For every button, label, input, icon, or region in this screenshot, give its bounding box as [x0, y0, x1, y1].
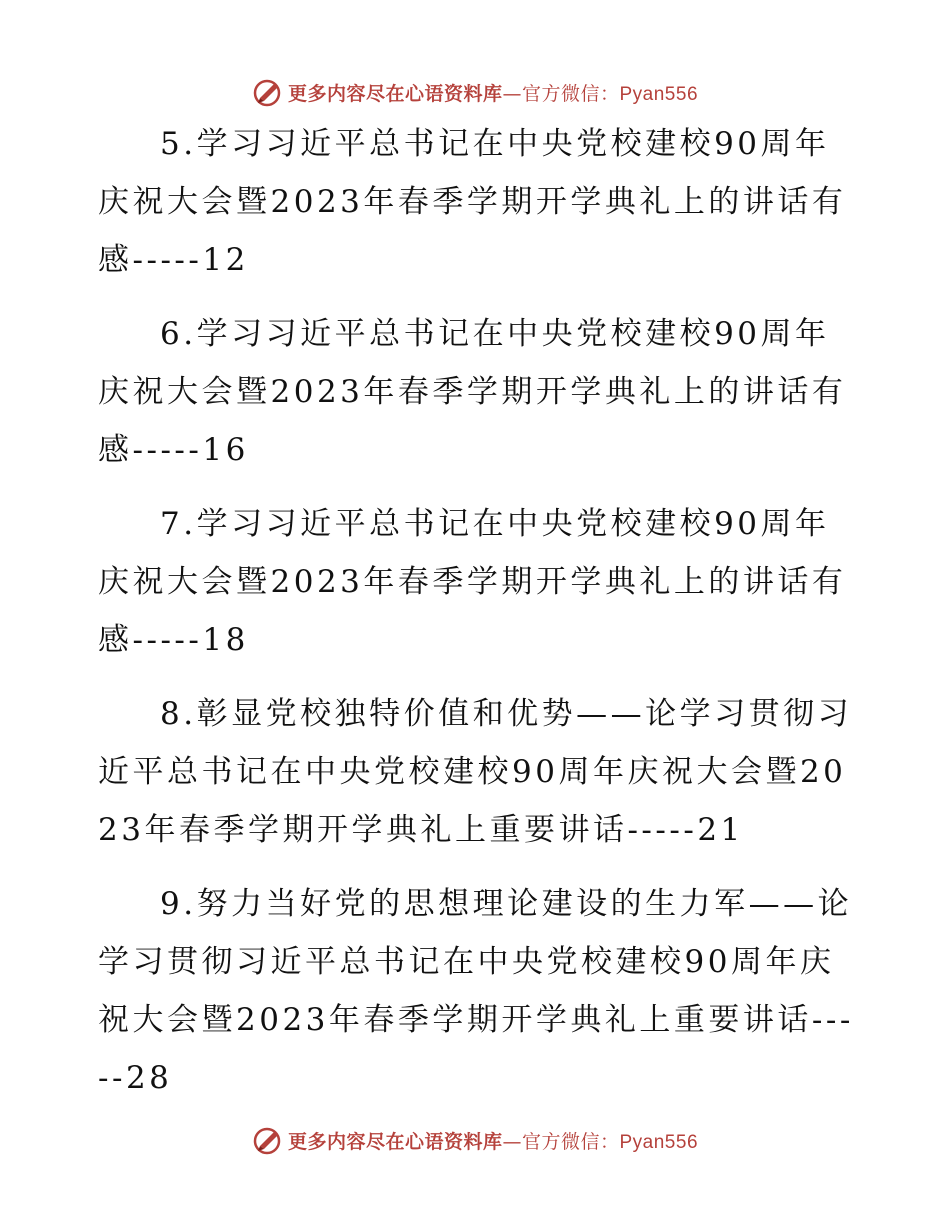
toc-entry-8: 8.彰显党校独特价值和优势——论学习贯彻习近平总书记在中央党校建校90周年庆祝大会暨2023年春季学期开学典礼上重要讲话-----21	[98, 696, 853, 848]
footer-banner-wechat-id: Pyan556	[619, 1131, 699, 1153]
header-banner-wechat-id: Pyan556	[619, 83, 699, 105]
table-of-contents	[98, 115, 858, 1123]
footer-banner-dash: —	[502, 1130, 522, 1153]
header-banner-text	[288, 79, 698, 106]
toc-entry-5: 5.学习习近平总书记在中央党校建校90周年庆祝大会暨2023年春季学期开学典礼上的讲话有感-----12	[98, 126, 847, 278]
footer-watermark-banner	[0, 1120, 950, 1160]
header-banner-wechat-label: 官方微信：	[521, 82, 620, 105]
header-banner-dash: —	[502, 82, 522, 105]
pen-circle-logo-icon	[252, 1124, 284, 1156]
footer-banner-wechat-label: 官方微信：	[521, 1130, 620, 1153]
toc-entry-9: 9.努力当好党的思想理论建设的生力军——论学习贯彻习近平总书记在中央党校建校90周年庆祝大会暨2023年春季学期开学典礼上重要讲话-----28	[98, 886, 854, 1096]
pen-circle-logo-icon	[252, 76, 284, 108]
toc-entry-7: 7.学习习近平总书记在中央党校建校90周年庆祝大会暨2023年春季学期开学典礼上的讲话有感-----18	[98, 506, 847, 658]
header-watermark-banner	[0, 72, 950, 112]
header-banner-lead: 更多内容尽在心语资料库	[287, 82, 503, 105]
footer-banner-lead: 更多内容尽在心语资料库	[287, 1130, 503, 1153]
footer-banner-text	[288, 1127, 698, 1154]
toc-entry-6: 6.学习习近平总书记在中央党校建校90周年庆祝大会暨2023年春季学期开学典礼上的讲话有感-----16	[98, 316, 847, 468]
